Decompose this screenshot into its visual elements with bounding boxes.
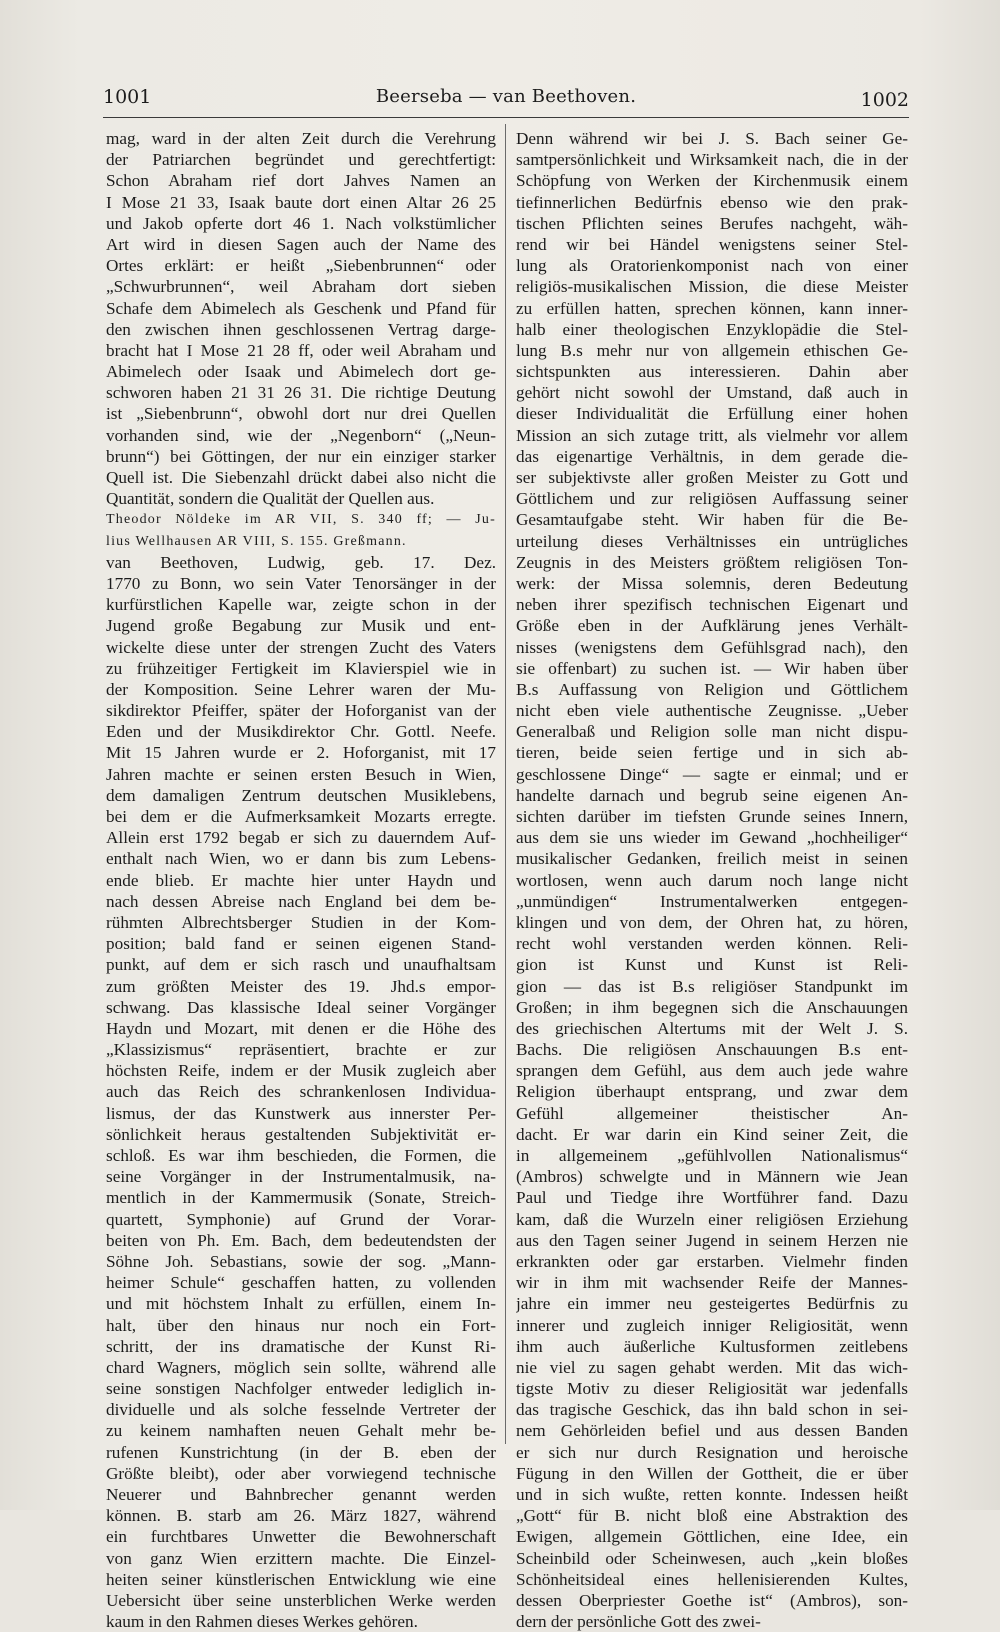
text-line: tieren, beide seien fertige und in sich ab- xyxy=(516,743,908,763)
text-line: nach dessen Abreise nach England bei dem be- xyxy=(106,891,496,911)
text-line: seine sonstigen Nachfolger entweder lediglich in- xyxy=(106,1379,496,1399)
text-line: Bachs. Die religiösen Anschauungen B.s ent- xyxy=(516,1040,908,1060)
text-line: vorhanden sind, wie der „Negenborn“ („Neun- xyxy=(106,425,496,445)
text-line: punkt, auf dem er sich rasch und unaufhaltsam xyxy=(106,955,496,975)
text-line: Zeugnis in des Meisters größtem religiösen Ton- xyxy=(516,552,908,572)
text-line: Neuerer und Bahnbrecher genannt werden xyxy=(106,1485,496,1504)
text-line: das eigenartige Verhältnis, in dem gerade die- xyxy=(516,446,908,466)
text-line: dividuelle und als solche fesselnde Vertreter der xyxy=(106,1400,496,1420)
text-line: gehört nicht sowohl der Umstand, daß auch in xyxy=(516,383,908,403)
text-line: klingen und von dem, der Ohren hat, zu hören, xyxy=(516,912,908,932)
text-line: der Komposition. Seine Lehrer waren der Mu- xyxy=(106,679,496,699)
text-line: Größte bleibt), oder aber vorwiegend technische xyxy=(106,1463,496,1483)
text-line: höchsten Reife, indem er der Musik zugleich aber xyxy=(106,1061,496,1081)
text-line: auch das Reich des schrankenlosen Individua- xyxy=(106,1082,496,1102)
text-line: Quell ist. Die Siebenzahl drückt dabei also nicht die xyxy=(106,468,496,487)
right-column xyxy=(516,128,908,1632)
text-line: und mit höchstem Inhalt zu erfüllen, einem In- xyxy=(106,1294,496,1314)
text-line: wickelte diese unter der strengen Zucht des Vaters xyxy=(106,637,496,657)
text-line: dacht. Er war darin ein Kind seiner Zeit, die xyxy=(516,1124,908,1144)
text-line: Schafe dem Abimelech als Geschenk und Pfand für xyxy=(106,298,496,318)
text-line: tischen Pflichten seines Berufes nachgeht, wäh- xyxy=(516,213,908,233)
text-line: gion ist Kunst und Kunst ist Reli- xyxy=(516,955,908,975)
text-line: Schönheitsideal eines hellenisierenden Kultes, xyxy=(516,1569,908,1589)
text-line: heimer Schule“ geschaffen hatten, zu vollenden xyxy=(106,1273,496,1293)
text-line: Söhne Joh. Sebastians, sowie der sog. „Mann- xyxy=(106,1251,496,1271)
text-line: werk: der Missa solemnis, deren Bedeutung xyxy=(516,573,908,593)
text-line: wortlosen, wenn auch darum noch lange nicht xyxy=(516,870,908,890)
text-line: chard Wagners, möglich sein sollte, während alle xyxy=(106,1357,496,1377)
text-line: aus den Tagen seiner Jugend in seinem Herzen nie xyxy=(516,1230,908,1250)
text-line: heiten seiner künstlerischen Entwicklung wie eine xyxy=(106,1569,496,1589)
text-line: Denn während wir bei J. S. Bach seiner Ge- xyxy=(516,129,908,148)
text-line: Theodor Nöldeke im AR VII, S. 340 ff; — Ju- xyxy=(106,512,496,528)
text-line: lung B.s mehr nur von allgemein ethischen Ge- xyxy=(516,340,908,360)
text-line: rufenen Kunstrichtung (in der B. eben der xyxy=(106,1442,496,1462)
text-line: tigste Motiv zu dieser Religiosität war jedenfalls xyxy=(516,1379,908,1399)
text-line: schloß. Es war ihm beschieden, die Formen, die xyxy=(106,1146,496,1165)
text-line: dern der persönliche Gott des zwei- xyxy=(516,1612,761,1632)
text-line: sichten darüber im tiefsten Grunde seines Innern, xyxy=(516,807,908,826)
column-divider xyxy=(505,124,506,1444)
text-line: der Patriarchen begründet und gerechtfertigt: xyxy=(106,150,496,170)
text-line: er sich nur durch Resignation und heroische xyxy=(516,1442,908,1462)
text-line: Ortes erklärt: er heißt „Siebenbrunnen“ oder xyxy=(106,256,496,276)
page-number-left: 1001 xyxy=(103,86,152,108)
text-line: zu keinem namhaften neuen Gehalt mehr be- xyxy=(106,1421,496,1441)
text-line: „Klassizismus“ repräsentiert, brachte er zur xyxy=(106,1040,496,1060)
text-line: kurfürstlichen Kapelle war, zeigte schon in der xyxy=(106,595,496,615)
text-line: mentlich in der Kammermusik (Sonate, Streich- xyxy=(106,1188,496,1208)
text-line: Schöpfung von Werken der Kirchenmusik einem xyxy=(516,171,908,191)
text-line: Religion überhaupt entsprang, und zwar dem xyxy=(516,1082,908,1102)
text-line: samtpersönlichkeit und Wirksamkeit nach, die in der xyxy=(516,150,908,170)
text-line: musikalischer Gedanken, freilich meist in seinen xyxy=(516,849,908,869)
text-line: Fügung in den Willen der Gottheit, die er über xyxy=(516,1463,908,1483)
text-line: ende blieb. Er machte hier unter Haydn und xyxy=(106,870,496,890)
text-line: religiös-musikalischen Mission, die diese Meister xyxy=(516,277,908,297)
text-line: jahre ein immer neu gesteigertes Bedürfnis zu xyxy=(516,1294,908,1314)
text-line: in allgemeinem „gefühlvollen Nationalismus“ xyxy=(516,1146,908,1165)
text-line: rend wir bei Händel wenigstens seiner Stel- xyxy=(516,234,908,254)
text-line: urteilung dieses Verhältnisses ein untrügliches xyxy=(516,531,908,551)
text-line: neben ihrer spezifisch technischen Eigenart und xyxy=(516,595,908,615)
text-line: geschlossene Dinge“ — sagte er einmal; und er xyxy=(516,764,908,784)
text-line: Gefühl allgemeiner theistischer An- xyxy=(516,1103,908,1123)
text-line: halt, über den hinaus nur noch ein Fort- xyxy=(106,1315,496,1335)
text-line: nicht eben viele authentische Zeugnisse. „Ueber xyxy=(516,701,908,721)
text-line: sprangen dem Gefühl, aus dem auch jede wahre xyxy=(516,1061,908,1081)
text-line: Scheinbild oder Scheinwesen, auch „kein bloßes xyxy=(516,1548,908,1568)
text-line: sie offenbart) zu suchen ist. — Wir haben über xyxy=(516,658,908,678)
text-line: dieser Individualität die Erfüllung einer hohen xyxy=(516,404,908,424)
text-line: ist „Siebenbrunn“, obwohl dort nur drei Quellen xyxy=(106,404,496,424)
text-line: Ewigen, allgemein Göttlichen, eine Idee, ein xyxy=(516,1527,908,1547)
text-line: Quantität, sondern die Qualität der Quellen aus. xyxy=(106,489,435,509)
text-line: von ganz Wien erzittern machte. Die Einzel- xyxy=(106,1548,496,1568)
text-line: van Beethoven, Ludwig, geb. 17. Dez. xyxy=(106,552,496,572)
text-line: handelte darnach und begrub seine eigenen An- xyxy=(516,785,908,805)
text-line: Schon Abraham rief dort Jahves Namen an xyxy=(106,171,496,191)
text-line: wir in ihm mit wachsender Reife der Mannes- xyxy=(516,1273,908,1293)
text-line: das tragische Geschick, das ihn bald schon in sei- xyxy=(516,1400,908,1420)
text-line: Haydn und Mozart, mit denen er die Höhe des xyxy=(106,1018,496,1038)
text-line: schwang. Das klassische Ideal seiner Vorgänger xyxy=(106,997,496,1017)
text-line: ein furchtbares Unwetter die Bewohnerschaft xyxy=(106,1527,496,1547)
text-line: mag, ward in der alten Zeit durch die Verehrung xyxy=(106,129,496,148)
text-line: zu erfüllen hatten, sprechen können, kann inner- xyxy=(516,298,908,318)
page-number-right: 1002 xyxy=(860,89,909,111)
text-line: und in sich wußte, retten konnte. Indessen heißt xyxy=(516,1485,908,1504)
text-line: „Gott“ für B. nicht bloß eine Abstraktion des xyxy=(516,1506,908,1526)
text-line: (Ambros) schwelgte und in Männern wie Jean xyxy=(516,1167,908,1187)
text-line: rühmten Albrechtsberger Studien in der Kom- xyxy=(106,912,496,932)
text-line: kam, daß die Wurzeln einer religiösen Erziehung xyxy=(516,1209,908,1229)
text-line: können. B. starb am 26. März 1827, während xyxy=(106,1506,496,1526)
text-line: enthalt nach Wien, wo er dann bis zum Lebens- xyxy=(106,849,496,869)
text-line: „Schwurbrunnen“, weil Abraham dort sieben xyxy=(106,277,496,297)
text-line: B.s Auffassung von Religion und Göttlichem xyxy=(516,679,908,699)
text-line: quartett, Symphonie) auf Grund der Vorar- xyxy=(106,1209,496,1229)
text-line: des griechischen Altertums mit der Welt J. S. xyxy=(516,1018,908,1038)
text-line: Jugend große Begabung zur Musik und ent- xyxy=(106,616,496,636)
text-line: aus dem sie uns wieder im Gewand „hochheiliger“ xyxy=(516,828,908,848)
text-line: recht wohl verstanden werden können. Reli- xyxy=(516,934,908,954)
text-line: position; bald fand er seinen eigenen Stand- xyxy=(106,934,496,954)
text-line: den zwischen ihnen geschlossenen Vertrag darge- xyxy=(106,319,496,339)
left-column xyxy=(106,128,496,1632)
text-line: ihm auch äußerliche Kultusformen zeitlebens xyxy=(516,1336,908,1356)
header-rule xyxy=(103,117,909,118)
text-line: nisses (wenigstens dem Gefühlsgrad nach), den xyxy=(516,637,908,657)
text-line: bei dem er die Aufmerksamkeit Mozarts erregte. xyxy=(106,807,496,826)
text-line: schritt, der ins dramatische der Kunst Ri- xyxy=(106,1336,496,1356)
text-line: tiefinnerlichen Bedürfnis ebenso wie den prak- xyxy=(516,192,908,212)
text-line: und Jakob opferte dort 46 1. Nach volkstümlicher xyxy=(106,213,496,233)
text-line: halb einer theologischen Enzyklopädie die Stel- xyxy=(516,319,908,339)
text-line: sikdirektor Pfeiffer, später der Hoforganist van der xyxy=(106,701,496,721)
text-line: schworen haben 21 31 26 31. Die richtige Deutung xyxy=(106,383,496,403)
text-line: kaum in den Rahmen dieses Werkes gehören. xyxy=(106,1612,418,1632)
text-line: dem damaligen Zentrum deutschen Musiklebens, xyxy=(106,785,496,805)
text-line: beiten von Ph. Em. Bach, dem bedeutendsten der xyxy=(106,1230,496,1250)
text-line: Größe eben in der Aufklärung jenes Verhält- xyxy=(516,616,908,636)
text-line: Paul und Tiedge ihre Wortführer fand. Dazu xyxy=(516,1188,908,1208)
text-line: Großen; in ihm begegnen sich die Anschauungen xyxy=(516,997,908,1017)
text-line: Uebersicht über seine unsterblichen Werke werden xyxy=(106,1590,496,1610)
text-line: „unmündigen“ Instrumentalwerken entgegen- xyxy=(516,891,908,911)
text-line: Mit 15 Jahren wurde er 2. Hoforganist, mit 17 xyxy=(106,743,496,763)
text-line: sönlichkeit heraus gestaltenden Subjektivität er- xyxy=(106,1124,496,1144)
text-line: bracht hat I Mose 21 28 ff, oder weil Abraham und xyxy=(106,340,496,360)
text-line: seine Vorgänger in der Instrumentalmusik, na- xyxy=(106,1167,496,1187)
text-line: 1770 zu Bonn, wo sein Vater Tenorsänger in der xyxy=(106,573,496,593)
text-line: Jahren machte er seinen ersten Besuch in Wien, xyxy=(106,764,496,784)
text-line: lung als Oratorienkomponist nach von einer xyxy=(516,256,908,276)
text-line: Abimelech oder Isaak und Abimelech dort ge- xyxy=(106,362,496,382)
text-line: brunn“) bei Göttingen, der nur ein einziger starker xyxy=(106,446,496,466)
text-line: zu frühzeitiger Fertigkeit im Klavierspiel wie in xyxy=(106,658,496,678)
text-line: nie viel zu sagen gehabt werden. Mit das wich- xyxy=(516,1357,908,1377)
text-line: Eden und der Musikdirektor Chr. Gottl. Neefe. xyxy=(106,722,496,742)
running-title: Beerseba — van Beethoven. xyxy=(375,86,637,107)
text-line: ser subjektivste aller großen Meister zu Gott und xyxy=(516,468,908,487)
page-header xyxy=(103,86,909,114)
text-line: gion — das ist B.s religiöser Standpunkt im xyxy=(516,976,908,996)
text-line: dessen Oberpriester Goethe ist“ (Ambros), son- xyxy=(516,1590,908,1610)
text-line: Generalbaß und Religion solle man nicht dispu- xyxy=(516,722,908,742)
text-line: sichtspunkten aus interessieren. Dahin aber xyxy=(516,362,908,382)
text-line: I Mose 21 33, Isaak baute dort einen Altar 26 25 xyxy=(106,192,496,212)
text-line: Gesamtaufgabe steht. Wir haben für die Be- xyxy=(516,510,908,530)
text-line: zum größten Meister des 19. Jhd.s empor- xyxy=(106,976,496,996)
text-line: Mission an sich zutage tritt, als vielmehr vor allem xyxy=(516,425,908,445)
text-line: lius Wellhausen AR VIII, S. 155. Greßmann. xyxy=(106,533,407,549)
text-line: lismus, der das Kunstwerk aus innerster Per- xyxy=(106,1103,496,1123)
text-line: Göttlichem und zur religiösen Auffassung seiner xyxy=(516,489,908,509)
text-line: erkrankten oder gar erstarben. Vielmehr finden xyxy=(516,1251,908,1271)
text-line: Allein erst 1792 begab er sich zu dauerndem Auf- xyxy=(106,828,496,848)
text-line: Art wird in diesen Sagen auch der Name des xyxy=(106,234,496,254)
text-line: innerer und zugleich inniger Religiosität, wenn xyxy=(516,1315,908,1335)
text-line: nem Gehörleiden befiel und aus dessen Banden xyxy=(516,1421,908,1441)
